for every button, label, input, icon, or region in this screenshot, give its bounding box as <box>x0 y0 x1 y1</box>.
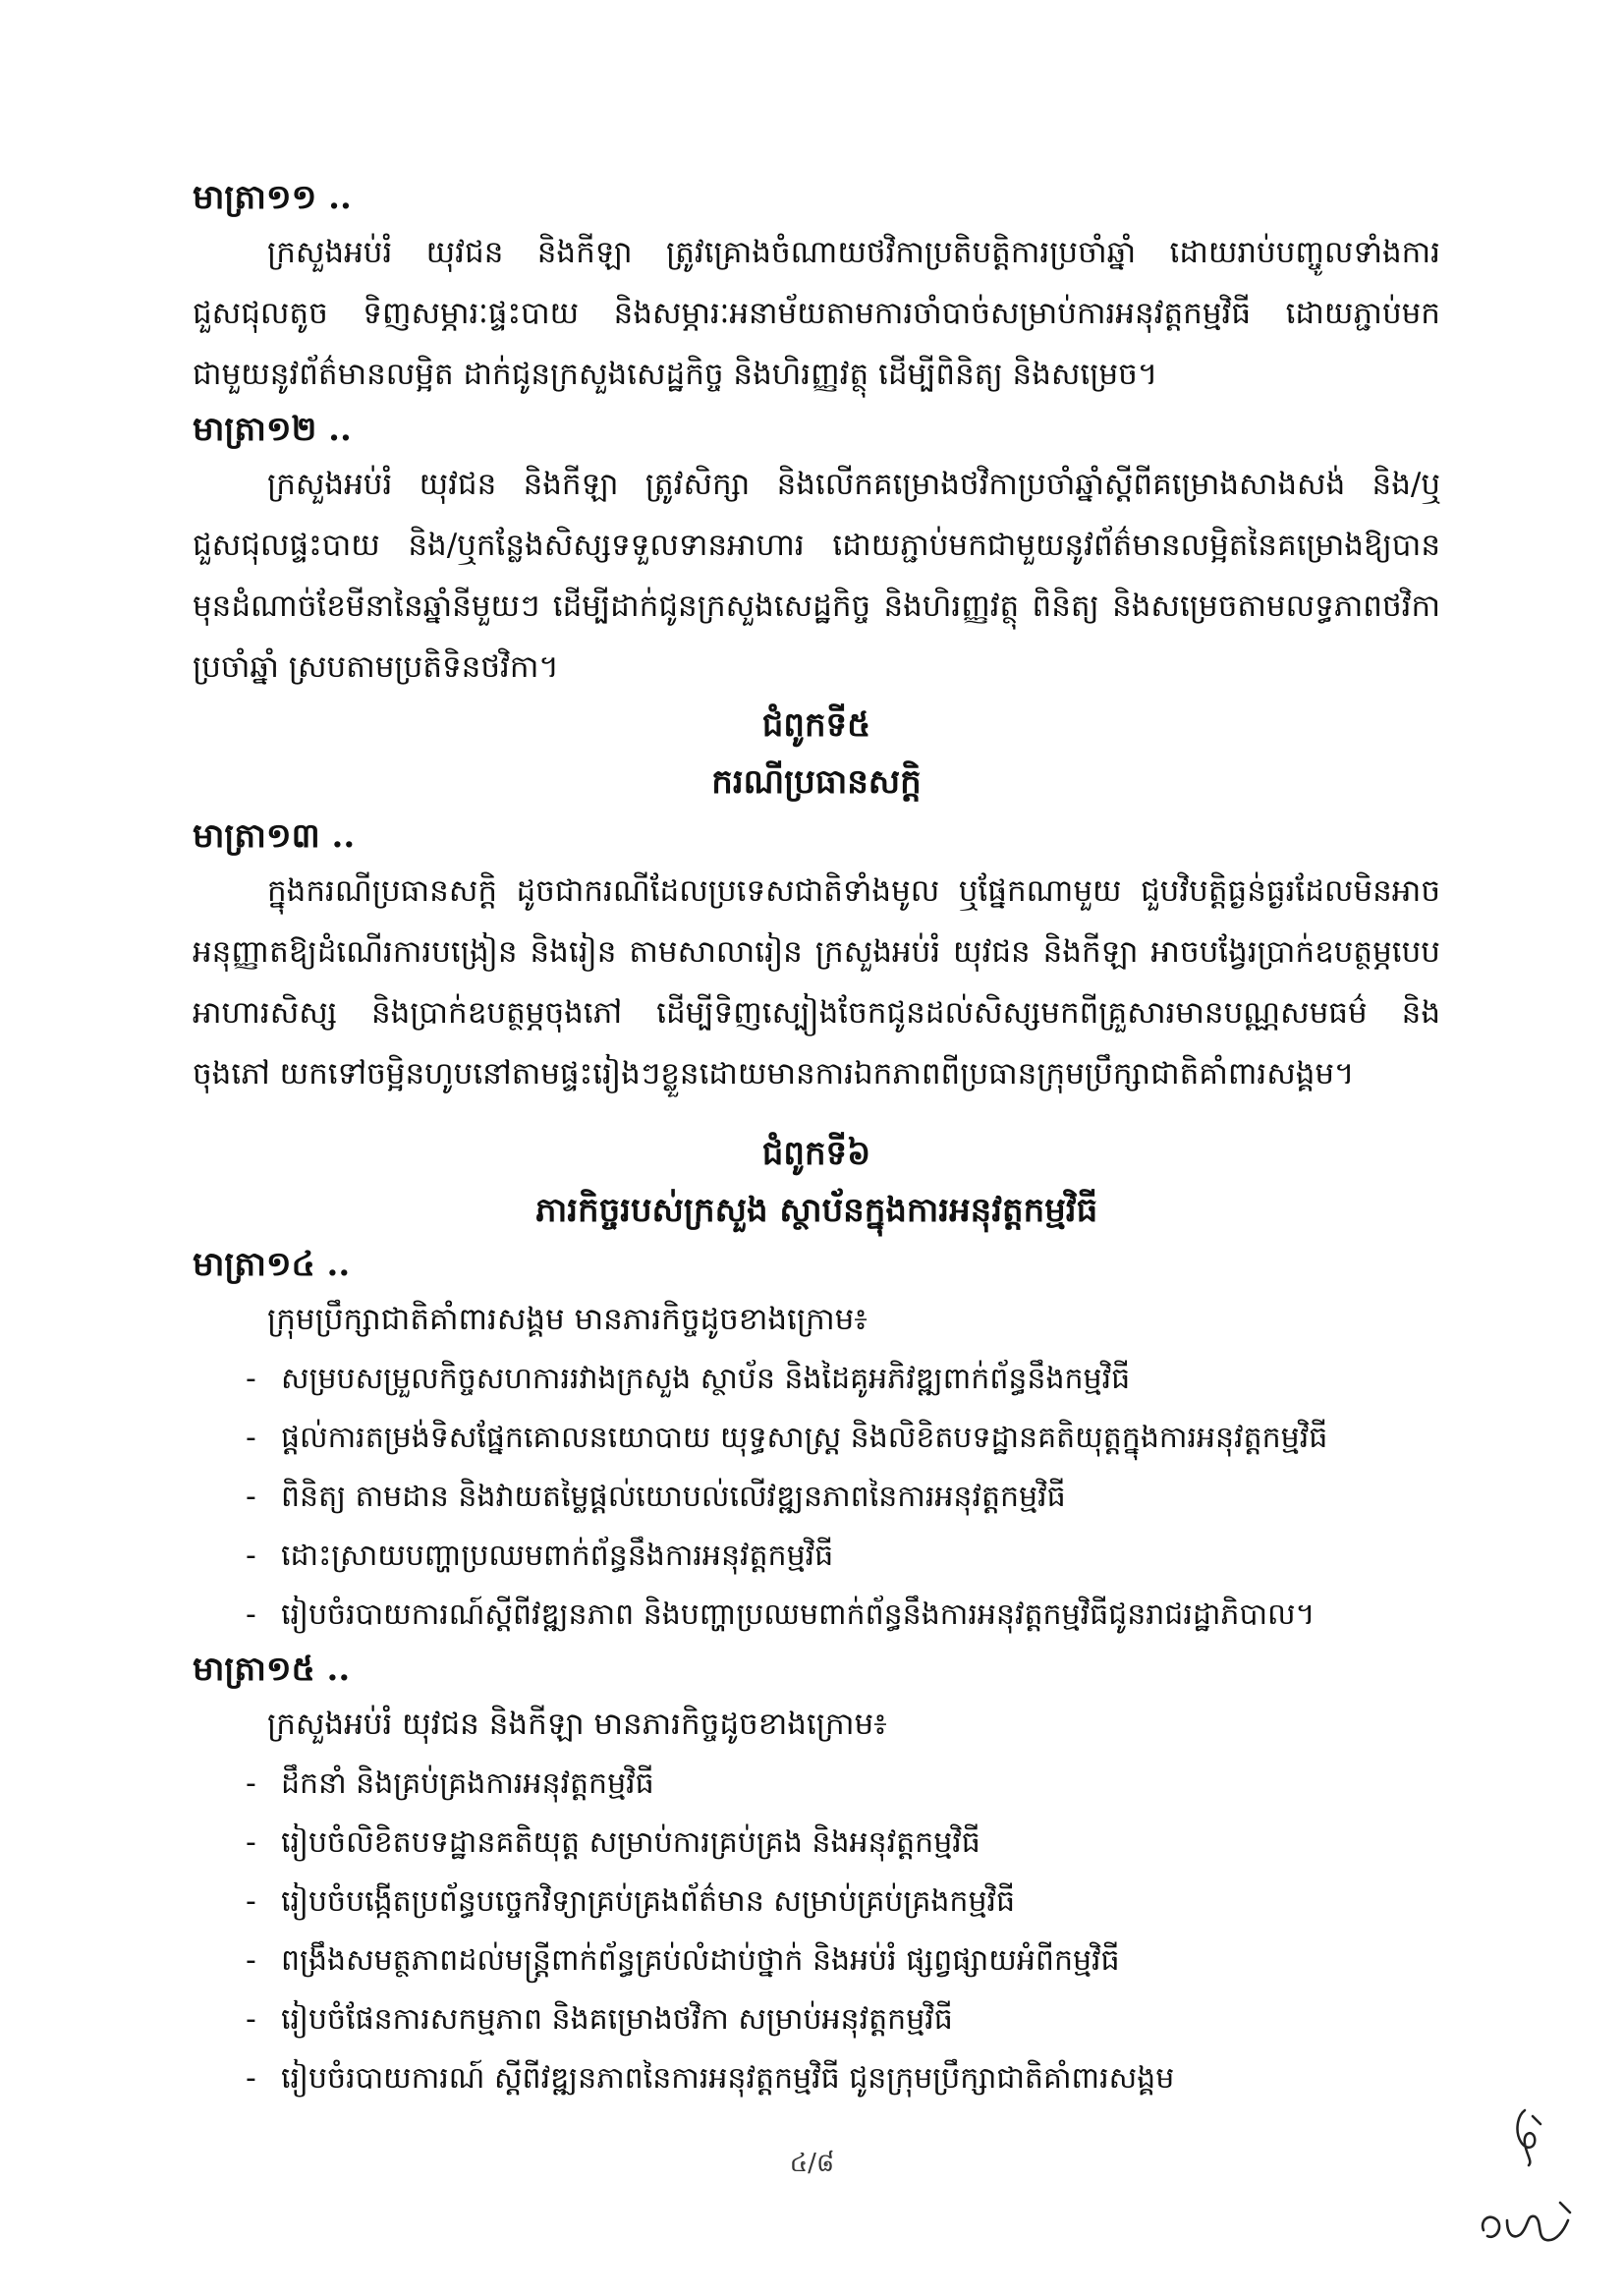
article-11-title: មាត្រា១១ .. <box>193 178 352 217</box>
list-item-text: ផ្តល់ការតម្រង់ទិសផ្នែកគោលនយោបាយ យុទ្ធសាស្ត្រ និងលិខិតបទដ្ឋានគតិយុត្តក្នុងការអនុវត្តកម្មវិធី <box>281 1421 1328 1455</box>
list-item-text: រៀបចំផែនការសកម្មភាព និងគម្រោងថវិកា សម្រាប់អនុវត្តកម្មវិធី <box>281 2002 953 2037</box>
page-number: ៤/៨ <box>789 2149 835 2178</box>
dash-bullet: - <box>246 1539 256 1573</box>
signature-icon <box>1474 2191 1582 2260</box>
chapter-5-number: ជំពូកទី៥ <box>761 705 871 745</box>
article-14-title: មាត្រា១៤ .. <box>193 1245 351 1284</box>
dash-bullet: - <box>246 1421 256 1455</box>
list-item <box>246 1586 1440 1645</box>
dash-bullet: - <box>246 1943 256 1978</box>
article-11-text: ក្រសួងអប់រំ យុវជន និងកីឡា ត្រូវគ្រោងចំណាយថវិកាប្រតិបត្តិការប្រចាំឆ្នាំ ដោយរាប់បញ្ចូលទាំងការជួសជុលតូច ទិញសម្ភារៈផ្ទះបាយ និងសម្ភារៈអនាម័យតាមការចាំបាច់សម្រាប់ការអនុវត្តកម្មវិធី ដោយភ្ជាប់មកជាមួយនូវព័ត៌មានលម្អិត ដាក់ជូនក្រសួងសេដ្ឋកិច្ច និងហិរញ្ញវត្ថុ ដើម្បីពិនិត្យ និងសម្រេច។ <box>193 235 1440 392</box>
dash-bullet: - <box>246 2061 256 2096</box>
dash-bullet: - <box>246 1884 256 1919</box>
list-item <box>246 2049 1440 2108</box>
article-14-intro: ក្រុមប្រឹក្សាជាតិគាំពារសង្គម មានភារកិច្ចដូចខាងក្រោម៖ <box>267 1302 868 1337</box>
article-13-title: មាត្រា១៣ .. <box>193 816 356 856</box>
dash-bullet: - <box>246 1597 256 1632</box>
article-15-intro: ក្រសួងអប់រំ យុវជន និងកីឡា មានភារកិច្ចដូចខាងក្រោម៖ <box>267 1707 887 1742</box>
list-item <box>246 1468 1440 1527</box>
document-page <box>193 173 1440 2108</box>
chapter-6-number: ជំពូកទី៦ <box>761 1134 871 1173</box>
list-item <box>246 1409 1440 1468</box>
list-item-text: ពង្រឹងសមត្ថភាពដល់មន្ត្រីពាក់ព័ន្ធគ្រប់លំដាប់ថ្នាក់ និងអប់រំ ផ្សព្វផ្សាយអំពីកម្មវិធី <box>281 1943 1120 1978</box>
list-item-text: រៀបចំរបាយការណ៍ ស្តីពីវឌ្ឍនភាពនៃការអនុវត្តកម្មវិធី ជូនក្រុមប្រឹក្សាជាតិគាំពារសង្គម <box>281 2061 1175 2096</box>
chapter-6-title: ភារកិច្ចរបស់ក្រសួង ស្ថាប័នក្នុងការអនុវត្តកម្មវិធី <box>534 1191 1098 1230</box>
dash-bullet: - <box>246 1766 256 1801</box>
initials-mark-icon <box>1503 2102 1552 2171</box>
list-item-text: សម្របសម្រួលកិច្ចសហការរវាងក្រសួង ស្ថាប័ន និងដៃគូអភិវឌ្ឍពាក់ព័ន្ធនឹងកម្មវិធី <box>281 1362 1131 1396</box>
list-item-text: ពិនិត្យ តាមដាន និងវាយតម្លៃផ្តល់យោបល់លើវឌ្ឍនភាពនៃការអនុវត្តកម្មវិធី <box>281 1480 1066 1514</box>
list-item-text: ដោះស្រាយបញ្ហាប្រឈមពាក់ព័ន្ធនឹងការអនុវត្តកម្មវិធី <box>281 1539 834 1573</box>
list-item-text: ដឹកនាំ និងគ្រប់គ្រងការអនុវត្តកម្មវិធី <box>281 1766 654 1801</box>
article-15-title: មាត្រា១៥ .. <box>193 1650 351 1689</box>
list-item-text: រៀបចំលិខិតបទដ្ឋានគតិយុត្ត សម្រាប់ការគ្រប់គ្រង និងអនុវត្តកម្មវិធី <box>281 1825 980 1860</box>
list-item <box>246 1990 1440 2049</box>
article-14-list <box>193 1350 1440 1645</box>
list-item <box>246 1350 1440 1409</box>
list-item <box>246 1755 1440 1814</box>
article-12-text: ក្រសួងអប់រំ យុវជន និងកីឡា ត្រូវសិក្សា និងលើកគម្រោងថវិកាប្រចាំឆ្នាំស្តីពីគម្រោងសាងសង់ និង/ឬជួសជុលផ្ទះបាយ និង/ឬកន្លែងសិស្សទទួលទានអាហារ ដោយភ្ជាប់មកជាមួយនូវព័ត៌មានលម្អិតនៃគម្រោងឱ្យបានមុនដំណាច់ខែមីនានៃឆ្នាំនីមួយៗ ដើម្បីដាក់ជូនក្រសួងសេដ្ឋកិច្ច និងហិរញ្ញវត្ថុ ពិនិត្យ និងសម្រេចតាមលទ្ធភាពថវិកាប្រចាំឆ្នាំ ស្របតាមប្រតិទិនថវិកា។ <box>193 467 1440 685</box>
article-12-title: មាត្រា១២ .. <box>193 410 352 449</box>
list-item <box>246 1527 1440 1586</box>
list-item <box>246 1873 1440 1932</box>
list-item <box>246 1814 1440 1873</box>
list-item <box>246 1932 1440 1990</box>
dash-bullet: - <box>246 1362 256 1396</box>
chapter-5-title: ករណីប្រធានសក្តិ <box>711 762 922 802</box>
list-item-text: រៀបចំរបាយការណ៍ស្តីពីវឌ្ឍនភាព និងបញ្ហាប្រឈមពាក់ព័ន្ធនឹងការអនុវត្តកម្មវិធីជូនរាជរដ្ឋាភិបាល។ <box>281 1597 1316 1632</box>
dash-bullet: - <box>246 1825 256 1860</box>
dash-bullet: - <box>246 2002 256 2037</box>
list-item-text: រៀបចំបង្កើតប្រព័ន្ធបច្ចេកវិទ្យាគ្រប់គ្រងព័ត៌មាន សម្រាប់គ្រប់គ្រងកម្មវិធី <box>281 1884 1016 1919</box>
dash-bullet: - <box>246 1480 256 1514</box>
article-15-list <box>193 1755 1440 2108</box>
article-13-text: ក្នុងករណីប្រធានសក្តិ ដូចជាករណីដែលប្រទេសជាតិទាំងមូល ឬផ្នែកណាមួយ ជួបវិបត្តិធ្ងន់ធ្ងរដែលមិនអាចអនុញ្ញាតឱ្យដំណើរការបង្រៀន និងរៀន តាមសាលារៀន ក្រសួងអប់រំ យុវជន និងកីឡា អាចបង្វែរប្រាក់ឧបត្ថម្ភបេបអាហារសិស្ស និងប្រាក់ឧបត្ថម្ភចុងភៅ ដើម្បីទិញស្បៀងចែកជូនដល់សិស្សមកពីគ្រួសារមានបណ្ណសមធម៌ និងចុងភៅ យកទៅចម្អិនហូបនៅតាមផ្ទះរៀងៗខ្លួនដោយមានការឯកភាពពីប្រធានក្រុមប្រឹក្សាជាតិគាំពារសង្គម។ <box>193 873 1440 1092</box>
